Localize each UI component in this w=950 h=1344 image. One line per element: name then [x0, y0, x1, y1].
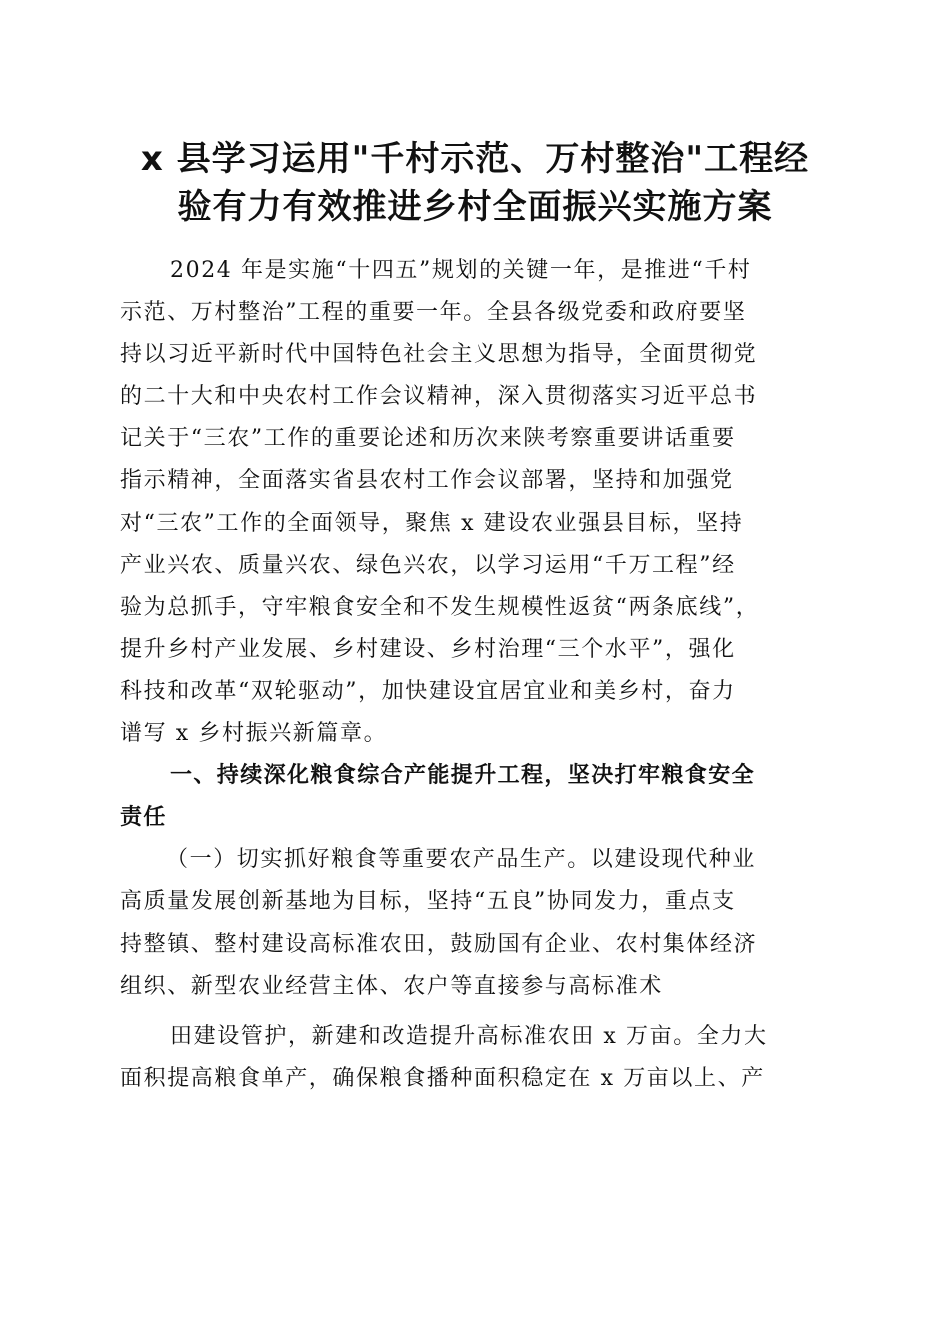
document-title [100, 135, 850, 231]
continued-paragraph [120, 1016, 832, 1100]
paragraph-line: 提升乡村产业发展、乡村建设、乡村治理“三个水平”，强化 [120, 636, 736, 662]
paragraph-line: 验为总抓手，守牢粮食安全和不发生规模性返贫“两条底线”， [120, 594, 760, 620]
paragraph-line: 的二十大和中央农村工作会议精神，深入贯彻落实习近平总书 [120, 384, 758, 410]
heading-line: 责任 [120, 805, 167, 831]
paragraph-line: 田建设管护，新建和改造提升高标准农田 x 万亩。全力大 [170, 1023, 768, 1049]
paragraph-line: 记关于“三农”工作的重要论述和历次来陕考察重要讲话重要 [120, 426, 736, 452]
paragraph-line: 对“三农”工作的全面领导，聚焦 x 建设农业强县目标，坚持 [120, 510, 744, 536]
paragraph-line: 产业兴农、质量兴农、绿色兴农，以学习运用“千万工程”经 [120, 552, 736, 578]
paragraph-gap [120, 1008, 832, 1016]
title-line: 验有力有效推进乡村全面振兴实施方案 [177, 187, 773, 227]
section-heading [120, 755, 832, 839]
paragraph-line: 面积提高粮食单产，确保粮食播种面积稳定在 x 万亩以上、产 [120, 1065, 765, 1091]
paragraph-line: 持以习近平新时代中国特色社会主义思想为指导，全面贯彻党 [120, 342, 758, 368]
intro-paragraph [120, 250, 832, 755]
paragraph-line: 组织、新型农业经营主体、农户等直接参与高标准术 [120, 973, 663, 999]
subsection-paragraph [120, 839, 832, 1007]
paragraph-line: 示范、万村整治”工程的重要一年。全县各级党委和政府要坚 [120, 300, 747, 326]
paragraph-line: 高质量发展创新基地为目标，坚持“五良”协同发力，重点支 [120, 889, 736, 915]
paragraph-line: 持整镇、整村建设高标准农田，鼓励国有企业、农村集体经济 [120, 931, 758, 957]
document-body [120, 250, 832, 1100]
title-line: x 县学习运用"千村示范、万村整治"工程经 [140, 139, 810, 179]
paragraph-line: 谱写 x 乡村振兴新篇章。 [120, 721, 388, 747]
paragraph-line: 科技和改革“双轮驱动”，加快建设宜居宜业和美乡村，奋力 [120, 678, 736, 704]
paragraph-line: （一）切实抓好粮食等重要农产品生产。以建设现代种业 [166, 847, 757, 873]
heading-line: 一、持续深化粮食综合产能提升工程，坚决打牢粮食安全 [170, 763, 756, 789]
paragraph-line: 2024 年是实施“十四五”规划的关键一年，是推进“千村 [170, 258, 752, 283]
paragraph-line: 指示精神，全面落实省县农村工作会议部署，坚持和加强党 [120, 468, 734, 494]
